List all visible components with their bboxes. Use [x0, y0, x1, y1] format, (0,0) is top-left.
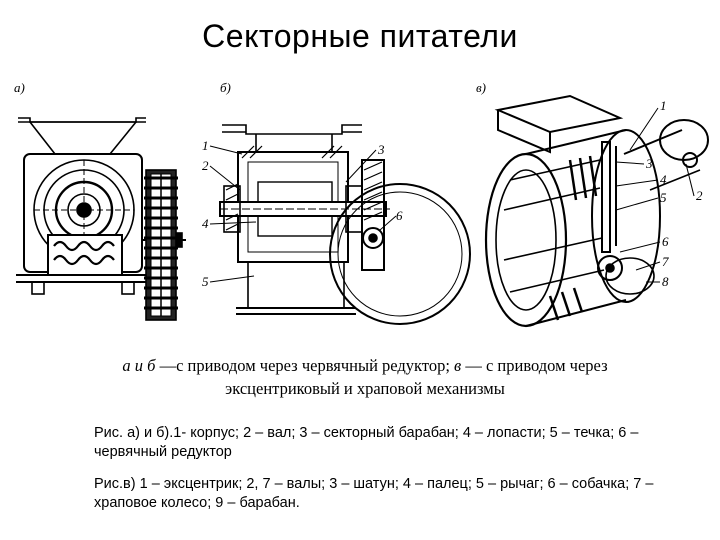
panel-b-drawing	[220, 125, 470, 324]
caption-c-letter: в	[454, 356, 462, 375]
panel-c-part-label: 2	[696, 188, 703, 203]
panel-b-part-label: 4	[202, 216, 209, 231]
panel-c-label: в)	[476, 80, 486, 95]
legend-ab: Рис. а) и б).1- корпус; 2 – вал; 3 – секторный барабан; 4 – лопасти; 5 – течка; 6 – червячный редуктор	[94, 425, 639, 460]
page-title: Секторные питатели	[202, 18, 518, 54]
figure-caption	[70, 354, 660, 400]
panel-b-part-label: 1	[202, 138, 209, 153]
legend-c: Рис.в) 1 – эксцентрик; 2, 7 – валы; 3 – шатун; 4 – палец; 5 – рычаг; 6 – собачка; 7 – храповое колесо; 9 – барабан.	[94, 476, 654, 511]
panel-c-part-label: 8	[662, 274, 669, 289]
panel-b-part-label: 2	[202, 158, 209, 173]
caption-ab-letters: а и б	[122, 356, 156, 375]
panel-c-part-label: 7	[662, 254, 669, 269]
panel-c-part-label: 6	[662, 234, 669, 249]
panel-b-part-label: 5	[202, 274, 209, 289]
caption-c-text: — с приводом через	[461, 356, 608, 375]
panel-c-part-label: 1	[660, 98, 667, 113]
caption-line-2: эксцентриковый и храповой механизмы	[225, 379, 505, 398]
panel-c-drawing	[486, 96, 708, 326]
panel-c-leader-lines	[616, 108, 694, 282]
panel-c-part-label: 3	[646, 156, 653, 171]
panel-b-part-label: 6	[396, 208, 403, 223]
caption-ab-text: —с приводом через червячный редуктор;	[155, 356, 455, 375]
panel-c-part-label: 5	[660, 190, 667, 205]
sector-feeder-drawings	[10, 70, 710, 340]
panel-c-part-label: 4	[660, 172, 667, 187]
panel-a-label: а)	[14, 80, 25, 95]
panel-b-hatching	[226, 146, 382, 230]
panel-b-label: б)	[220, 80, 231, 95]
panel-b-part-label: 3	[378, 142, 385, 157]
